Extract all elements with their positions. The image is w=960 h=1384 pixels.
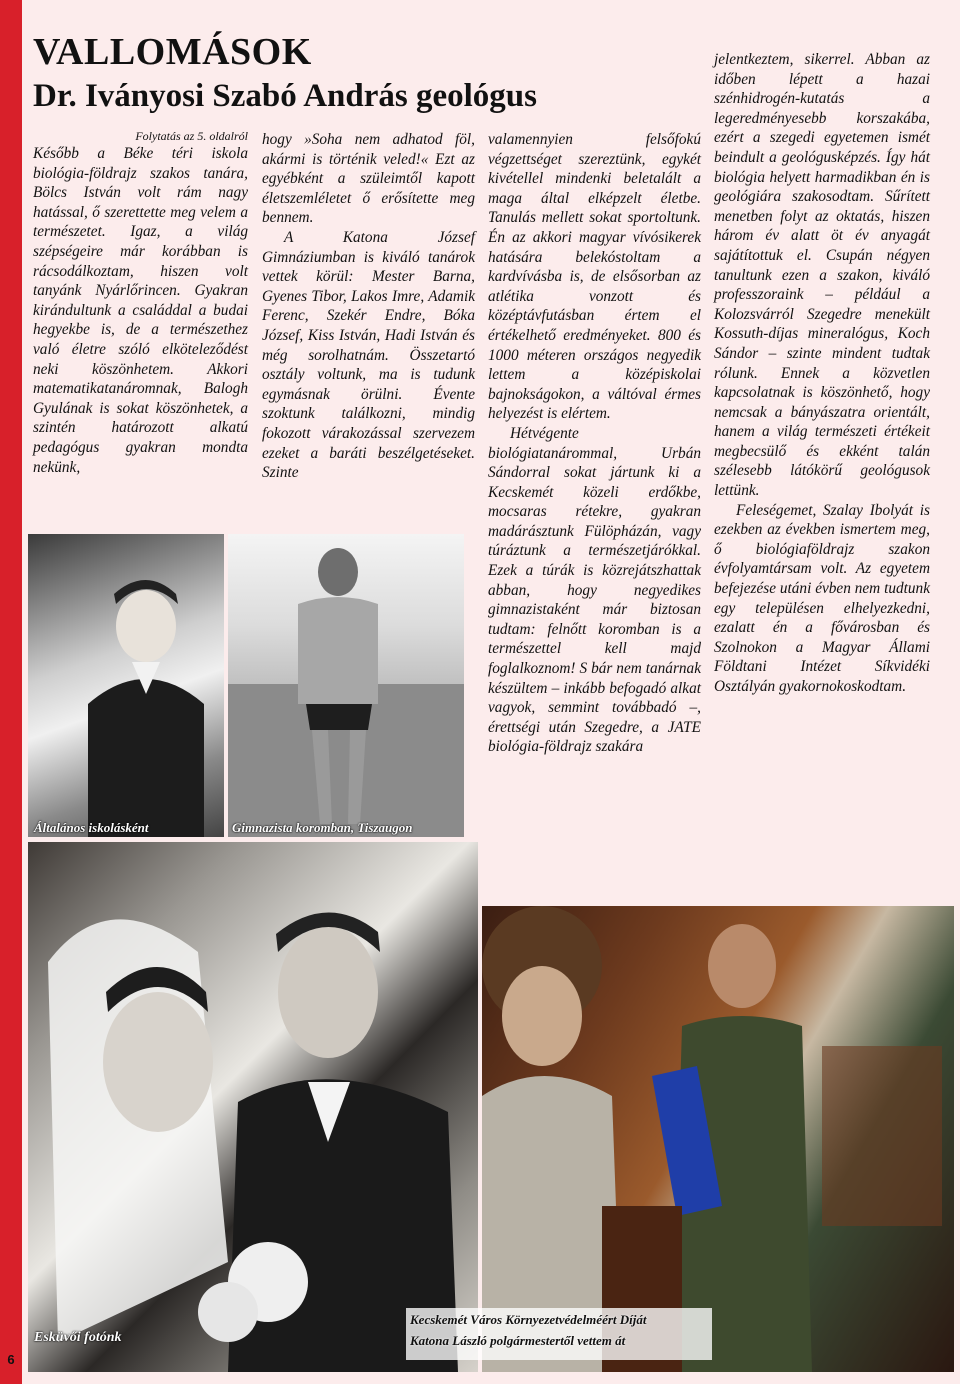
column-3-paragraph-2: Hétvégente biológiatanárommal, Urbán Sándorral sokat jártunk ki a Kecskemét közeli erdőkbe, mocsaras rétekre, gyakran madárásztunk Fülöpházán, vagy túráztunk a természetjárókkal. Ezek a túrák is közrejátszhattak abban, hogy negyedikes gimnazistaként már biztosan tudtam: felnőtt koromban is a természettel kell majd foglalkoznom! S bár nem tanárnak készültem – inkább befogadó alkat vagyok, semmint továbbadó –, érettségi után Szegedre, a JATE biológia-földrajz szakára bbox=[488, 424, 701, 756]
column-1-text: Később a Béke téri iskola biológia-földrajz szakos tanára, Bölcs István volt rám nagy hatással, ő szerettette meg velem a természetet. Igaz, a világ szépségeire már korábban is rácsodálkoztam, hiszen volt tanyánk Nyárlőrincen. Gyakran kirándultunk a családdal a budai hegyekbe is, de a természethez való életre szóló elköteleződést neki köszönhetem. Akkori matematikatanáromnak, Balogh Gyulának is sokat köszönhetek, a szintén határozott alkatú pedagógus gyakran mondta nekünk, bbox=[33, 145, 248, 476]
section-kicker: VALLOMÁSOK bbox=[33, 31, 312, 73]
article-column-4 bbox=[714, 50, 930, 697]
gymnasium-photo-caption: Gimnazista koromban, Tiszaugon bbox=[232, 820, 413, 835]
award-caption-line-2: Katona László polgármestertől vettem át bbox=[410, 1333, 626, 1348]
column-3-paragraph-1: valamennyien felsőfokú végzettséget szereztünk, egykét kivétellel mindenki beletalált a maga által elképzelt életbe. Tanulás mellett sokat sportoltunk. Én az akkori magyar vívósikerek hatására belekóstoltam a kardvívásba is, de elsősorban az atlétika vonzott és középtávfutásban értem el értékelhető eredményeket. 800 és 1000 méteren országos negyedik lettem a középiskolai bajnokságokon, a váltóval érmes helyezést is elértem. bbox=[488, 131, 701, 423]
school-boy-figure bbox=[28, 534, 224, 837]
article-column-1 bbox=[33, 128, 248, 477]
column-2-paragraph-1: hogy »Soha nem adhatod föl, akármi is történik veled!« Ezt az egyébként a szüleimtől kapott életszemléletet ő erősítette meg bennem. bbox=[262, 131, 475, 227]
award-caption-line-1: Kecskemét Város Környezetvédelméért Díját bbox=[410, 1312, 647, 1327]
page-number: 6 bbox=[7, 1352, 15, 1367]
red-margin-bar bbox=[0, 0, 22, 1384]
column-4-paragraph-1: jelentkeztem, sikerrel. Abban az időben lépett a hazai szénhidrogén-kutatás a legeredményesebb korszakába, ezért a szegedi egyetemen ismét beindult a geológusképzés. Így hát biológia helyett harmadikban én is geológiára szakosodtam. Sűrített menetben folyt az oktatás, hiszen három év alatt öt év anyagát sajátítottuk el. Csupán négyen tanultunk ezen a szakon, kiváló professzoraink – például a Kolozsvárról Szegedre menekült Kossuth-díjas mineralógus, Koch Sándor – szinte mindent tudtak rólunk. Ennek a közvetlen kapcsolatnak is köszönhető, hogy nemcsak a bányászatra orientált, hanem a világ természeti értékeit megbecsülő és ekként talán szélesebb látókörű geológusok lettünk. bbox=[714, 51, 930, 500]
gymnasium-photo bbox=[228, 534, 464, 837]
school-photo-caption: Általános iskolásként bbox=[34, 820, 149, 835]
wedding-photo-caption: Esküvői fotónk bbox=[34, 1330, 122, 1345]
continuation-note: Folytatás az 5. oldalról bbox=[135, 129, 248, 143]
column-4-paragraph-2: Feleségemet, Szalay Ibolyát is ezekben az években ismertem meg, ő biológiaföldrajz szakon évfolyamtársam volt. Az egyetem befejezése utáni évben nem tudtunk egy településen elhelyezkedni, ezalatt én a fővárosban és Szolnokon a Magyar Állami Földtani Intézet Síkvidéki Osztályán gyakornokoskodtam. bbox=[714, 501, 930, 695]
article-column-3 bbox=[488, 130, 701, 757]
award-ceremony-figure bbox=[482, 906, 954, 1372]
wedding-couple-figure bbox=[28, 842, 478, 1372]
award-ceremony-photo bbox=[482, 906, 954, 1372]
column-2-paragraph-2: A Katona József Gimnáziumban is kiváló tanárok vettek körül: Mester Barna, Gyenes Tibor, Lakos Imre, Adamik Ferenc, Szekér Endre, Bóka József, Kiss István, Hadi István és még sorolhatnám. Összetartó osztály voltunk, ma is tudunk egymásnak örülni. Évente szoktunk találkozni, mindig fokozott várakozással szervezem ezeket a baráti beszélgetéseket. Szinte bbox=[262, 228, 475, 482]
article-headline: Dr. Iványosi Szabó András geológus bbox=[33, 78, 537, 114]
young-man-figure bbox=[228, 534, 464, 837]
article-column-2 bbox=[262, 130, 475, 483]
school-boy-photo bbox=[28, 534, 224, 837]
wedding-photo bbox=[28, 842, 478, 1372]
